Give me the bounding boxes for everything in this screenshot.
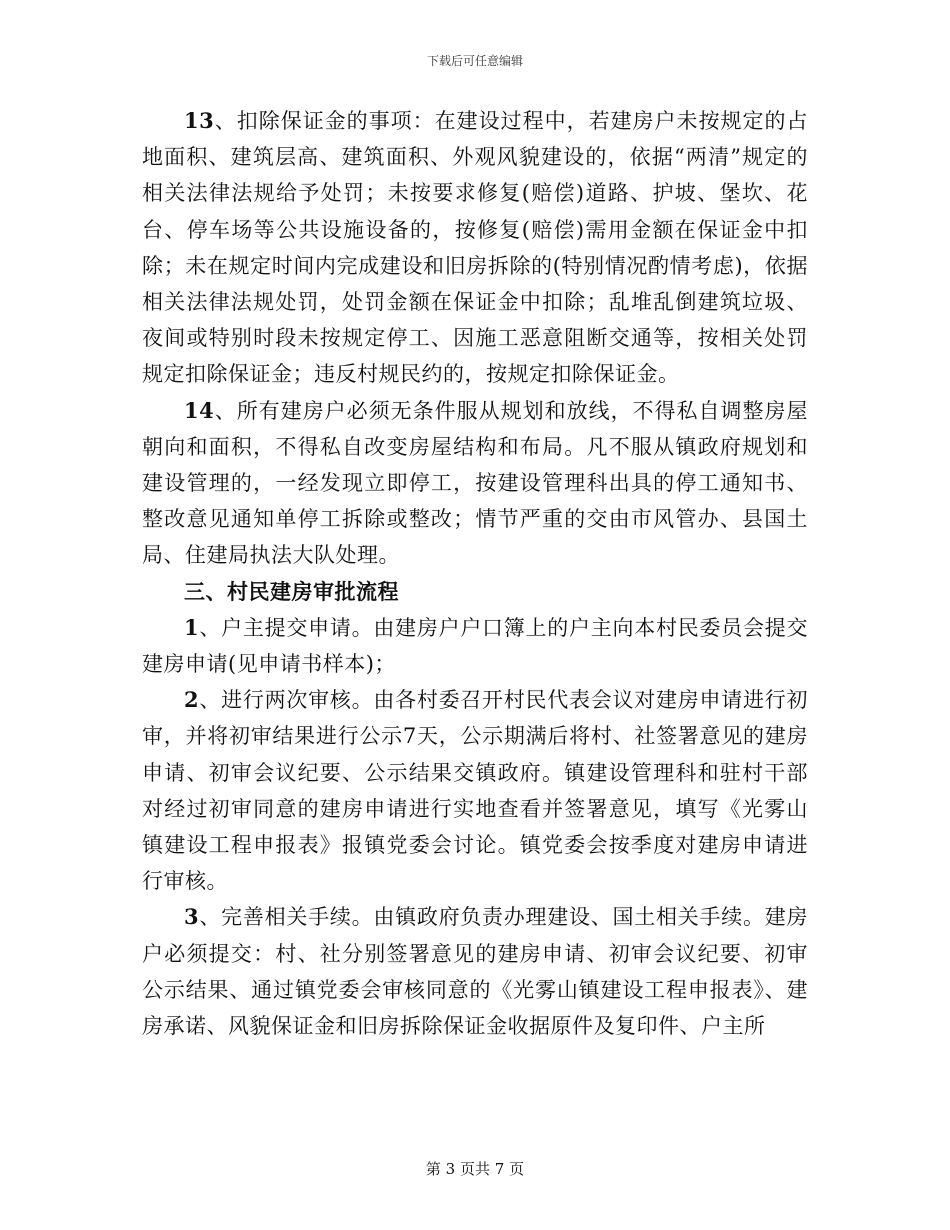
step-number: 3 [184,904,200,930]
document-body [142,103,808,1044]
step-1 [142,610,808,682]
step-text: 、完善相关手续。由镇政府负责办理建设、国土相关手续。建房户必须提交：村、社分别签署意见的建房申请、初审会议纪要、初审公示结果、通过镇党委会审核同意的《光雾山镇建设工程申报表》、建房承诺、风貌保证金和旧房拆除保证金收据原件及复印件、户主所 [142,905,808,1039]
page-header: 下载后可任意编辑 [426,54,523,68]
page-footer: 第 3 页共 7 页 [425,1160,525,1178]
paragraph-text: 、所有建房户必须无条件服从规划和放线，不得私自调整房屋朝向和面积，不得私自改变房屋结构和布局。凡不服从镇政府规划和建设管理的，一经发现立即停工，按建设管理科出具的停工通知书、整改意见通知单停工拆除或整改；情节严重的交由市风管办、县国土局、住建局执法大队处理。 [142,398,808,568]
step-number: 2 [184,687,200,713]
paragraph-13 [142,103,808,393]
step-3 [142,899,808,1044]
step-number: 1 [184,614,200,640]
step-text: 、户主提交申请。由建房户户口簿上的户主向本村民委员会提交建房申请(见申请书样本)； [142,615,808,677]
step-2 [142,682,808,899]
step-text: 、进行两次审核。由各村委召开村民代表会议对建房申请进行初审，并将初审结果进行公示7天，公示期满后将村、社签署意见的建房申请、初审会议纪要、公示结果交镇政府。镇建设管理科和驻村干部对经过初审同意的建房申请进行实地查看并签署意见，填写《光雾山镇建设工程申报表》报镇党委会讨论。镇党委会按季度对建房申请进行审核。 [142,688,808,894]
paragraph-14 [142,393,808,574]
item-number: 13 [184,108,215,133]
paragraph-text: 、扣除保证金的事项：在建设过程中，若建房户未按规定的占地面积、建筑层高、建筑面积、外观风貌建设的，依据“两清”规定的相关法律法规给予处罚；未按要求修复(赔偿)道路、护坡、堡坎、花台、停车场等公共设施设备的，按修复(赔偿)需用金额在保证金中扣除；未在规定时间内完成建设和旧房拆除的(特别情况酌情考虑)，依据相关法律法规处罚，处罚金额在保证金中扣除；乱堆乱倒建筑垃圾、夜间或特别时段未按规定停工、因施工恶意阻断交通等，按相关处罚规定扣除保证金；违反村规民约的，按规定扣除保证金。 [142,109,808,387]
item-number: 14 [184,397,215,423]
section-heading: 三、村民建房审批流程 [184,578,399,604]
